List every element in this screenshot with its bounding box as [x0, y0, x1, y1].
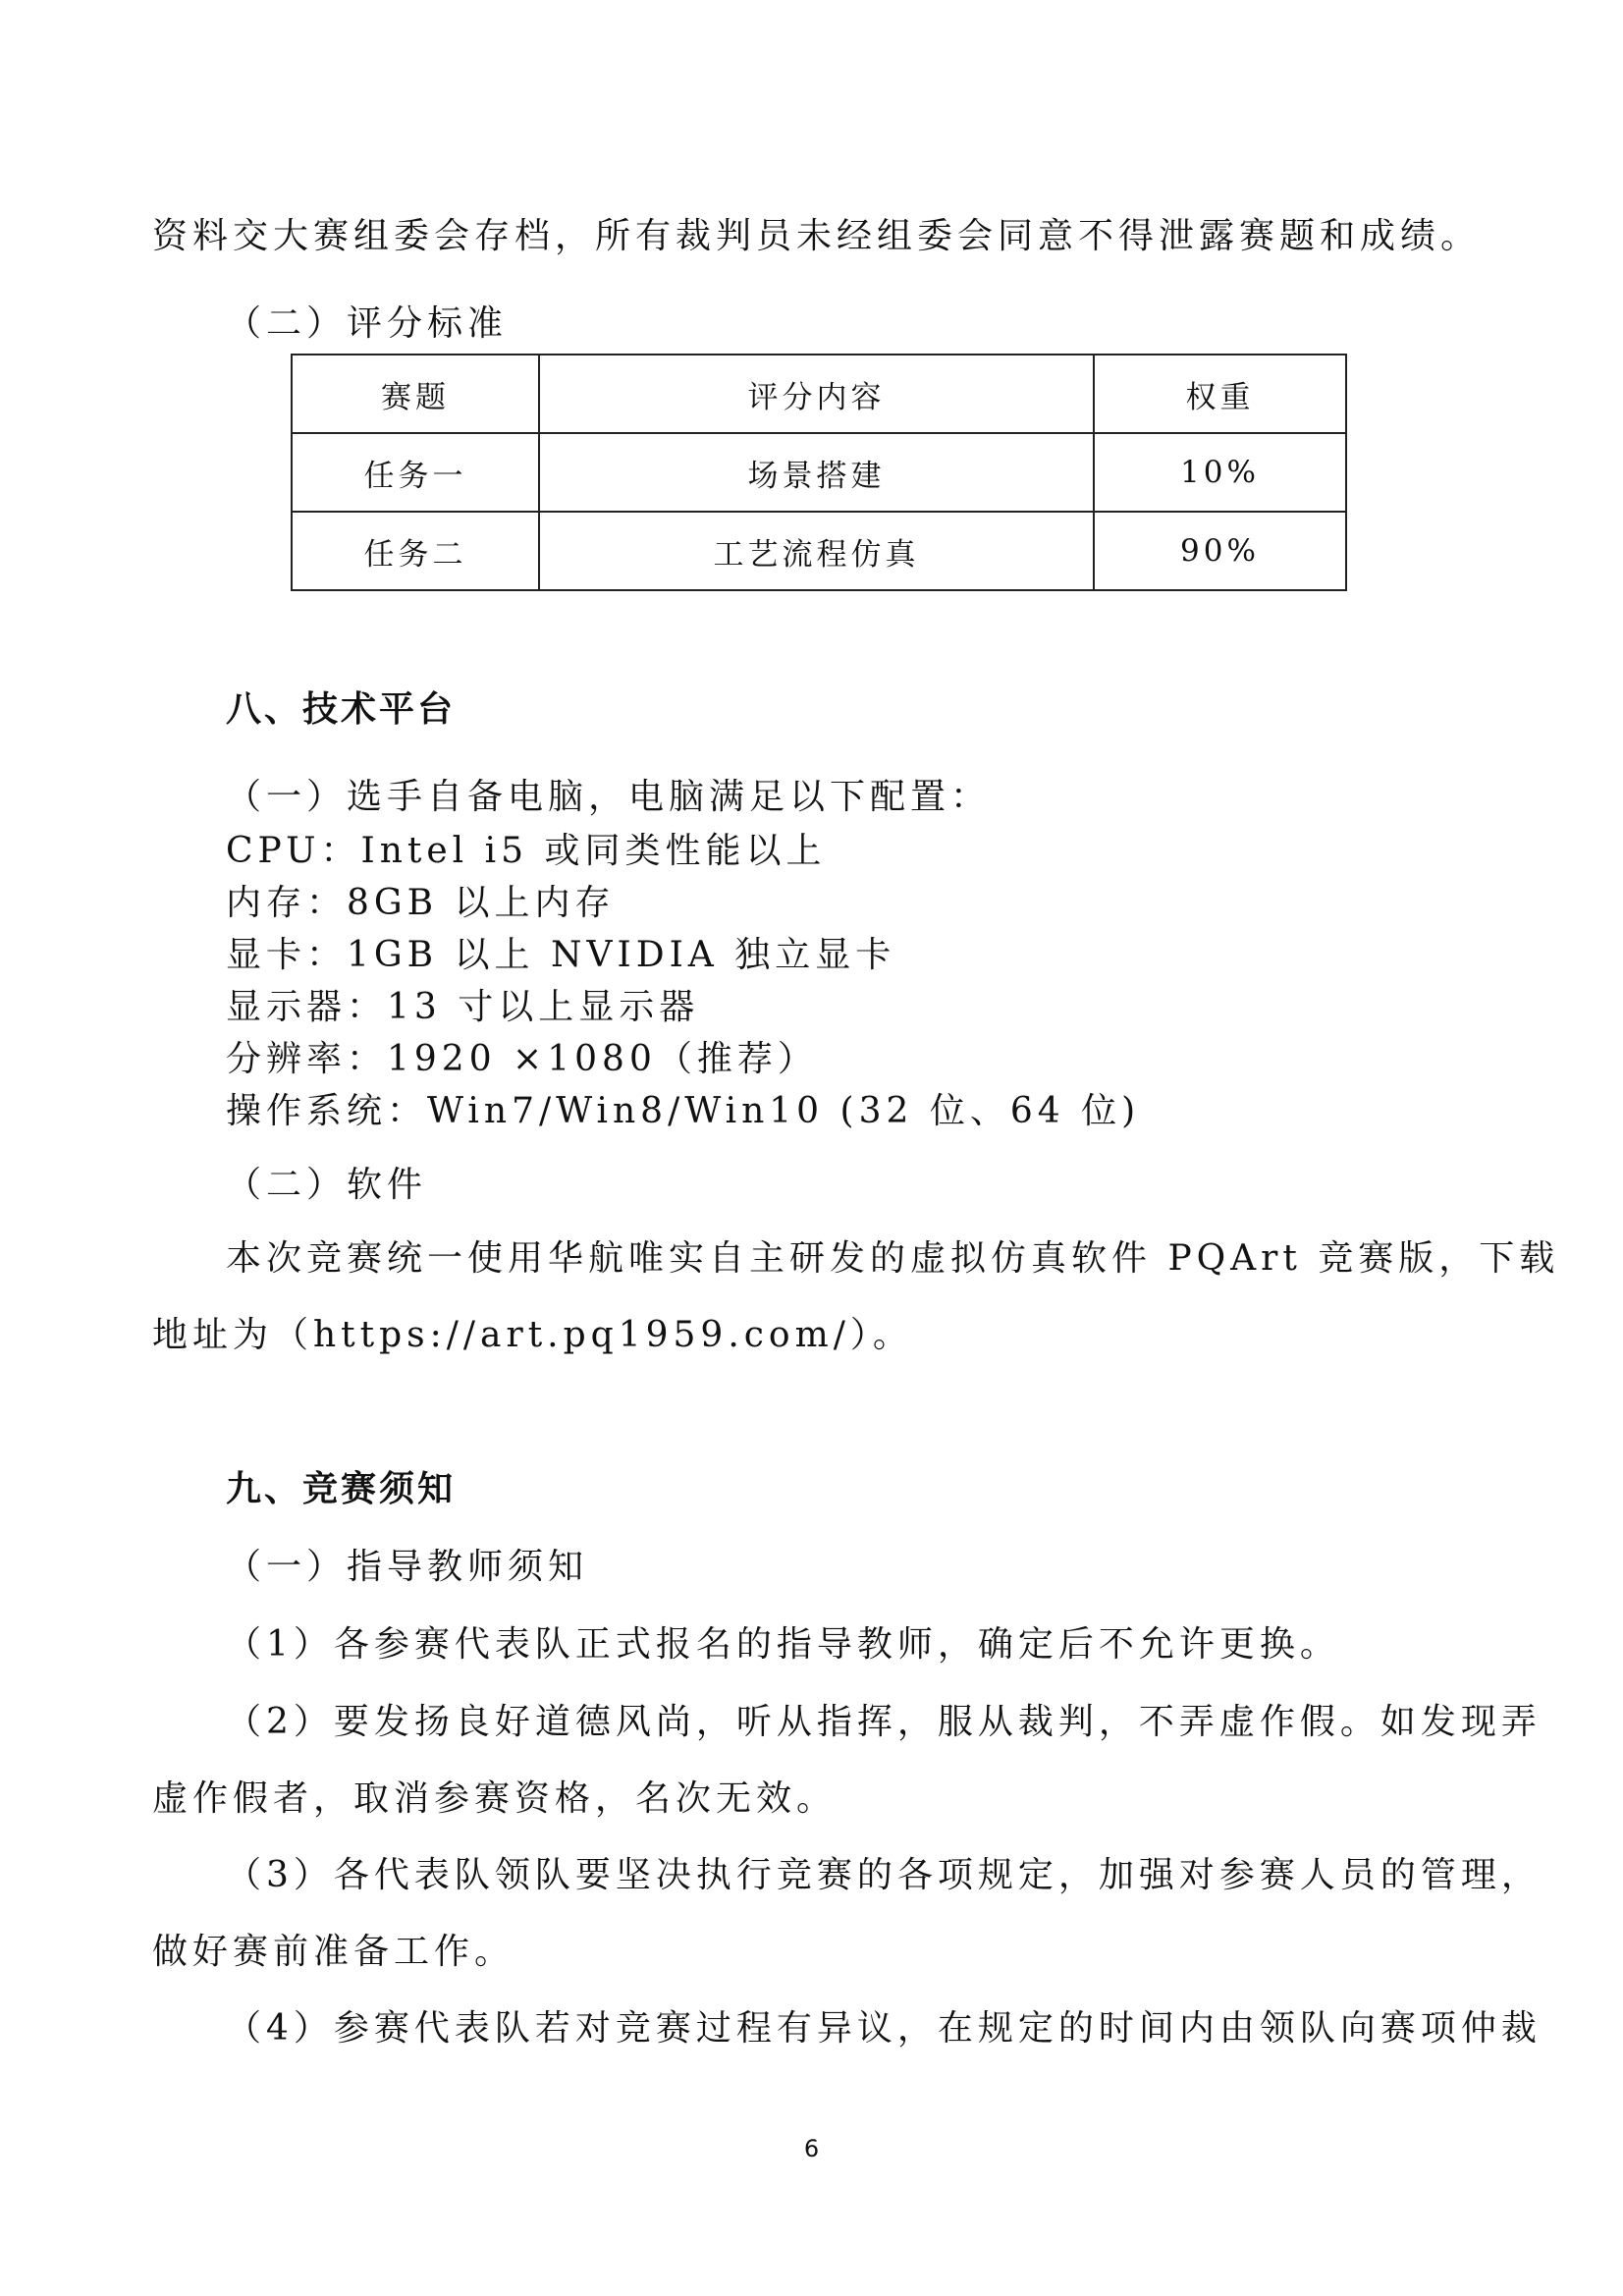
page-number: 6 [803, 2135, 820, 2162]
table-cell: 90% [1094, 512, 1346, 590]
table-cell: 场景搭建 [539, 433, 1094, 512]
section-9-title: 九、竞赛须知 [226, 1469, 457, 1509]
table-cell: 工艺流程仿真 [539, 512, 1094, 590]
section-8-sub2: （二）软件 [226, 1165, 428, 1205]
spec-line: CPU：Intel i5 或同类性能以上 [226, 831, 827, 871]
table-row [292, 512, 1346, 590]
notice-line: （3）各代表队领队要坚决执行竞赛的各项规定，加强对参赛人员的管理， [226, 1855, 1542, 1895]
table-header-cell: 权重 [1094, 355, 1346, 433]
notice-line: 做好赛前准备工作。 [152, 1932, 515, 1972]
table-cell: 任务二 [292, 512, 539, 590]
notice-line: （2）要发扬良好道德风尚，听从指挥，服从裁判，不弄虚作假。如发现弄 [226, 1702, 1542, 1742]
table-cell: 10% [1094, 433, 1346, 512]
table-header-cell: 评分内容 [539, 355, 1094, 433]
table-header-row [292, 355, 1346, 433]
paragraph-continued: 资料交大赛组委会存档，所有裁判员未经组委会同意不得泄露赛题和成绩。 [152, 216, 1482, 256]
spec-line: 操作系统：Win7/Win8/Win10 (32 位、64 位) [226, 1091, 1141, 1131]
section-9-sub1: （一）指导教师须知 [226, 1547, 589, 1587]
notice-line: （4）参赛代表队若对竞赛过程有异议，在规定的时间内由领队向赛项仲裁 [226, 2008, 1542, 2049]
section-8-sub1: （一）选手自备电脑，电脑满足以下配置： [226, 777, 992, 817]
notice-line: （1）各参赛代表队正式报名的指导教师，确定后不允许更换。 [226, 1624, 1340, 1665]
scoring-table [291, 354, 1347, 591]
table-row [292, 433, 1346, 512]
scoring-heading: （二）评分标准 [226, 303, 509, 344]
table-header-cell: 赛题 [292, 355, 539, 433]
notice-line: 虚作假者，取消参赛资格，名次无效。 [152, 1778, 838, 1819]
spec-line: 显示器：13 寸以上显示器 [226, 987, 700, 1027]
software-paragraph-line: 本次竞赛统一使用华航唯实自主研发的虚拟仿真软件 PQArt 竞赛版，下载 [226, 1238, 1560, 1279]
spec-line: 显卡：1GB 以上 NVIDIA 独立显卡 [226, 935, 896, 975]
spec-line: 内存：8GB 以上内存 [226, 883, 616, 923]
spec-line: 分辨率：1920 ×1080（推荐） [226, 1039, 818, 1079]
software-paragraph-line: 地址为（https://art.pq1959.com/）。 [152, 1315, 913, 1355]
section-8-title: 八、技术平台 [226, 689, 457, 730]
table-cell: 任务一 [292, 433, 539, 512]
